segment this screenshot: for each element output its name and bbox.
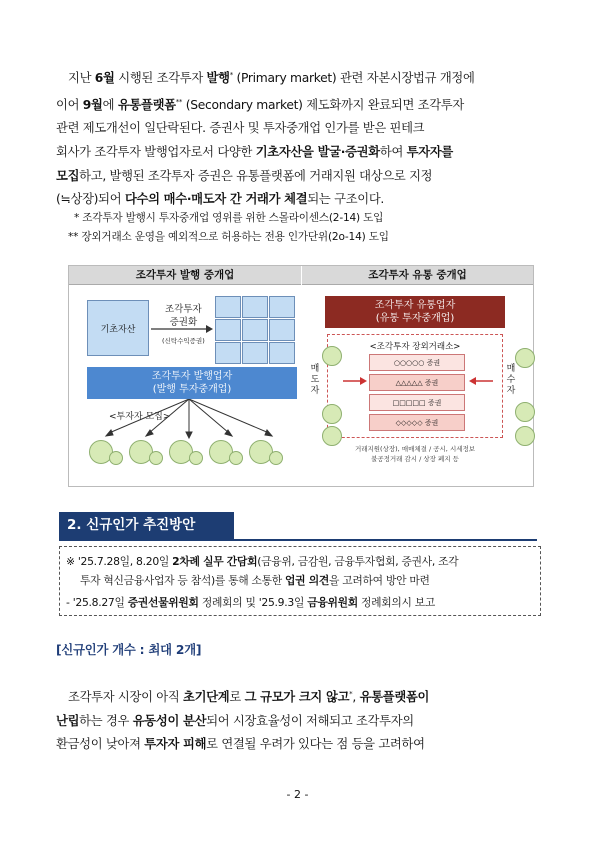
security-item-3: □□□□□ 증권 (369, 394, 465, 411)
security-item-1: ○○○○○ 증권 (369, 354, 465, 371)
right-header: 조각투자 유통 중개업 (302, 266, 533, 285)
security-item-2: △△△△△ 증권 (369, 374, 465, 391)
distributor-box: 조각투자 유통업자 (유통 투자중개업) (325, 296, 505, 328)
section-title: 2. 신규인가 추진방안 (59, 512, 234, 539)
base-asset-box: 기초자산 (87, 300, 149, 356)
intro-line-4: 회사가 조각투자 발행업자로서 다양한 기초자산을 발굴·증권화하여 투자자를 (56, 144, 453, 159)
seller-label: 매도자 (310, 364, 320, 396)
exchange-caption: 거래지원(상장), 매매체결 / 공시, 시세정보 불공정거래 감시 / 상장 폐지 등 (354, 445, 476, 463)
exchange-label: <조각투자 장외거래소> (369, 342, 461, 352)
intro-line-1: 지난 6월 시행된 조각투자 발행* (Primary market) 관련 자본시장법규 개정에 (68, 71, 475, 86)
box-line-2: 투자 혁신금융사업자 등 참석)를 통해 소통한 업권 의견을 고려하여 방안 마련 (80, 574, 430, 587)
intro-line-6: (≒상장)되어 다수의 매수·매도자 간 거래가 체결되는 구조이다. (56, 192, 385, 207)
intro-line-3: 관련 제도개선이 일단락된다. 증권사 및 투자중개업 인가를 받은 핀테크 (56, 121, 425, 136)
securitize-note: (신탁수익증권) (162, 337, 205, 345)
investor-recruit-label: <투자자 모집> (109, 412, 171, 422)
buyer-label: 매수자 (506, 364, 516, 396)
intro-line-2: 이어 9월에 유통플랫폼** (Secondary market) 제도화까지 완료되면 조각투자 (56, 97, 464, 112)
issuer-box: 조각투자 발행업자 (발행 투자중개업) (87, 367, 297, 399)
left-header: 조각투자 발행 중개업 (69, 266, 301, 285)
intro-line-5: 모집하고, 발행된 조각투자 증권은 유통플랫폼에 거래지원 대상으로 지정 (56, 168, 433, 183)
box-line-1: ※ '25.7.28일, 8.20일 2차례 실무 간담회(금융위, 금감원, 금융투자협회, 증권사, 조각 (66, 555, 459, 568)
footnote-2: ** 장외거래소 운영을 예외적으로 허용하는 전용 인가단위(2o-14) 도입 (68, 231, 389, 243)
consultation-box (59, 546, 541, 616)
box-line-3: - '25.8.27일 증권선물위원회 정례회의 및 '25.9.3일 금융위원회 정례회의시 보고 (66, 596, 436, 609)
arrow-buy-icon (469, 376, 493, 386)
body-line-3: 환금성이 낮아져 투자자 피해로 연결될 우려가 있다는 점 등을 고려하여 (56, 737, 425, 752)
footnote-1: * 조각투자 발행시 투자중개업 영위를 위한 스몰라이센스(2-14) 도입 (74, 212, 384, 224)
subheading: [신규인가 개수 : 최대 2개] (56, 643, 202, 657)
security-item-4: ◇◇◇◇◇ 증권 (369, 414, 465, 431)
recruit-arrows (79, 399, 301, 441)
body-paragraph (56, 683, 540, 757)
arrow-sell-icon (343, 376, 367, 386)
intro-paragraph (56, 64, 540, 212)
body-line-2: 난립하는 경우 유동성이 분산되어 시장효율성이 저해되고 조각투자의 (56, 713, 414, 728)
securitize-label: 조각투자 증권화 (165, 304, 202, 328)
diagram-figure (68, 265, 534, 487)
body-line-1: 조각투자 시장이 아직 초기단계로 그 규모가 크지 않고*, 유통플랫폼이 (68, 690, 430, 705)
page-number: - 2 - (286, 788, 309, 801)
